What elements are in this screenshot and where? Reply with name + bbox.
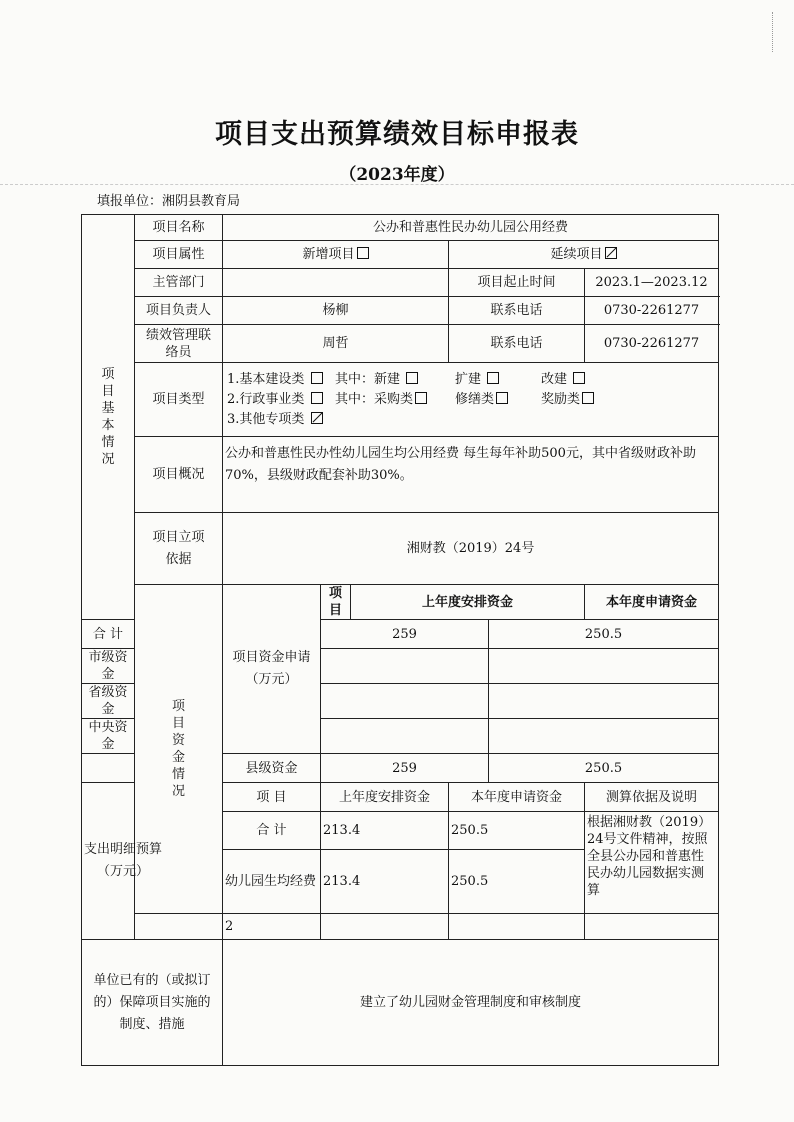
detail-header-item: 项 目: [223, 783, 321, 812]
fund-row-last: 259: [321, 754, 489, 783]
attr-cont-label: 延续项目: [550, 247, 603, 262]
leader-phone-value: 0730-2261277: [585, 297, 719, 325]
type-reward-checkbox[interactable]: [582, 392, 594, 404]
page-title: 项目支出预算绩效目标申报表: [215, 119, 579, 150]
overview-label: 项目概况: [135, 437, 223, 513]
detail-row-last: 213.4: [321, 850, 449, 914]
fund-header-this: 本年度申请资金: [585, 585, 719, 620]
type-rebuild-checkbox[interactable]: [573, 372, 585, 384]
detail-budget-label-text: 支出明细预算（万元）: [84, 842, 163, 879]
project-attribute-label: 项目属性: [135, 241, 223, 269]
scan-mark: [772, 12, 783, 52]
type-administrative: 2.行政事业类: [227, 391, 305, 407]
dept-label: 主管部门: [135, 269, 223, 297]
scan-line: [0, 184, 794, 185]
detail-row-name: 2: [223, 914, 321, 940]
attr-cont-checkbox[interactable]: [605, 247, 617, 259]
measures-value: 建立了幼儿园财金管理制度和审核制度: [223, 940, 719, 1066]
section-basic-label: 项目基本情况: [101, 367, 115, 467]
type-row-3: [227, 410, 716, 430]
type-basic-construction: 1.基本建设类: [227, 371, 305, 387]
detail-row-note: [585, 914, 719, 940]
leader-phone-label: 联系电话: [449, 297, 585, 325]
type-reward: 奖励类: [541, 391, 581, 407]
detail-note: 根据湘财教（2019）24号文件精神，按照全县公办园和普惠性民办幼儿园数据实测算: [585, 812, 719, 914]
detail-row-name: 幼儿园生均经费: [223, 850, 321, 914]
type-other-special: 3.其他专项类: [227, 411, 305, 427]
project-type-label: 项目类型: [135, 363, 223, 437]
type-procurement: 其中：采购类: [335, 391, 414, 407]
type-expand-checkbox[interactable]: [487, 372, 499, 384]
detail-header-this: 本年度申请资金: [449, 783, 585, 812]
type-new-build-checkbox[interactable]: [406, 372, 418, 384]
dept-value: [223, 269, 449, 297]
attr-cont-cell: [449, 241, 719, 269]
type-basic-construction-checkbox[interactable]: [311, 372, 323, 384]
detail-row-this: 250.5: [449, 850, 585, 914]
fund-row-name: 省级资金: [82, 684, 135, 719]
type-repair-checkbox[interactable]: [496, 392, 508, 404]
contact-phone-value: 0730-2261277: [585, 325, 719, 363]
fund-row-this: 250.5: [489, 620, 719, 649]
contact-label: [135, 325, 223, 363]
project-type-options: [223, 363, 719, 437]
performance-table: [81, 214, 719, 1066]
fund-row-name: 中央资金: [82, 719, 135, 754]
leader-value: 杨柳: [223, 297, 449, 325]
fund-row-this: 250.5: [489, 754, 719, 783]
type-repair: 修缮类: [455, 391, 495, 407]
type-row-1: [227, 370, 716, 390]
section-funds-label: 项目资金情况: [171, 699, 185, 799]
type-other-special-checkbox[interactable]: [311, 412, 323, 424]
type-rebuild: 改建: [541, 371, 568, 387]
contact-value: 周哲: [223, 325, 449, 363]
fund-apply-label: [223, 585, 321, 754]
period-label: 项目起止时间: [449, 269, 585, 297]
detail-row-last: [321, 914, 449, 940]
type-expand: 扩建: [455, 371, 482, 387]
basis-label: [135, 513, 223, 585]
page-subtitle: （2023年度）: [339, 165, 455, 185]
fund-row-name: 县级资金: [223, 754, 321, 783]
detail-row-this: [449, 914, 585, 940]
fund-header-item: 项 目: [321, 585, 351, 620]
project-name-label: 项目名称: [135, 215, 223, 241]
detail-row-this: 250.5: [449, 812, 585, 850]
contact-label-text: 绩效管理联络员: [145, 327, 211, 360]
fund-row-last: [321, 719, 489, 754]
detail-row-last: 213.4: [321, 812, 449, 850]
reporting-unit: 填报单位：湘阴县教育局: [97, 194, 241, 209]
fund-row-last: [321, 649, 489, 684]
fund-apply-label-text: 项目资金申请（万元）: [232, 650, 311, 687]
basis-label-text: 项目立项依据: [152, 529, 205, 567]
fund-row-this: [489, 684, 719, 719]
attr-new-cell: [223, 241, 449, 269]
project-name-value: 公办和普惠性民办幼儿园公用经费: [223, 215, 719, 241]
contact-phone-label: 联系电话: [449, 325, 585, 363]
type-procurement-checkbox[interactable]: [415, 392, 427, 404]
attr-new-label: 新增项目: [302, 247, 355, 262]
overview-value: 公办和普惠性民办性幼儿园生均公用经费 每生每年补助500元，其中省级财政补助70%，县级财政配套补助30%。: [223, 437, 719, 513]
measures-label: [82, 940, 223, 1066]
fund-row-last: [321, 684, 489, 719]
attr-new-checkbox[interactable]: [357, 247, 369, 259]
fund-row-this: [489, 719, 719, 754]
fund-row-this: [489, 649, 719, 684]
period-value: 2023.1—2023.12: [585, 269, 719, 297]
fund-header-last: 上年度安排资金: [351, 585, 585, 620]
leader-label: 项目负责人: [135, 297, 223, 325]
detail-budget-label: [82, 783, 163, 940]
detail-header-note: 测算依据及说明: [585, 783, 719, 812]
detail-header-last: 上年度安排资金: [321, 783, 449, 812]
measures-label-text: 单位已有的（或拟订的）保障项目实施的制度、措施: [93, 972, 211, 1032]
fund-row-last: 259: [321, 620, 489, 649]
fund-row-name: 市级资金: [82, 649, 135, 684]
type-row-2: [227, 390, 716, 410]
fund-row-name: 合 计: [82, 620, 135, 649]
detail-row-name: 合 计: [223, 812, 321, 850]
section-basic-info: [82, 215, 135, 620]
type-administrative-checkbox[interactable]: [311, 392, 323, 404]
type-new-build: 其中：新建: [335, 371, 401, 387]
basis-value: 湘财教（2019）24号: [223, 513, 719, 585]
